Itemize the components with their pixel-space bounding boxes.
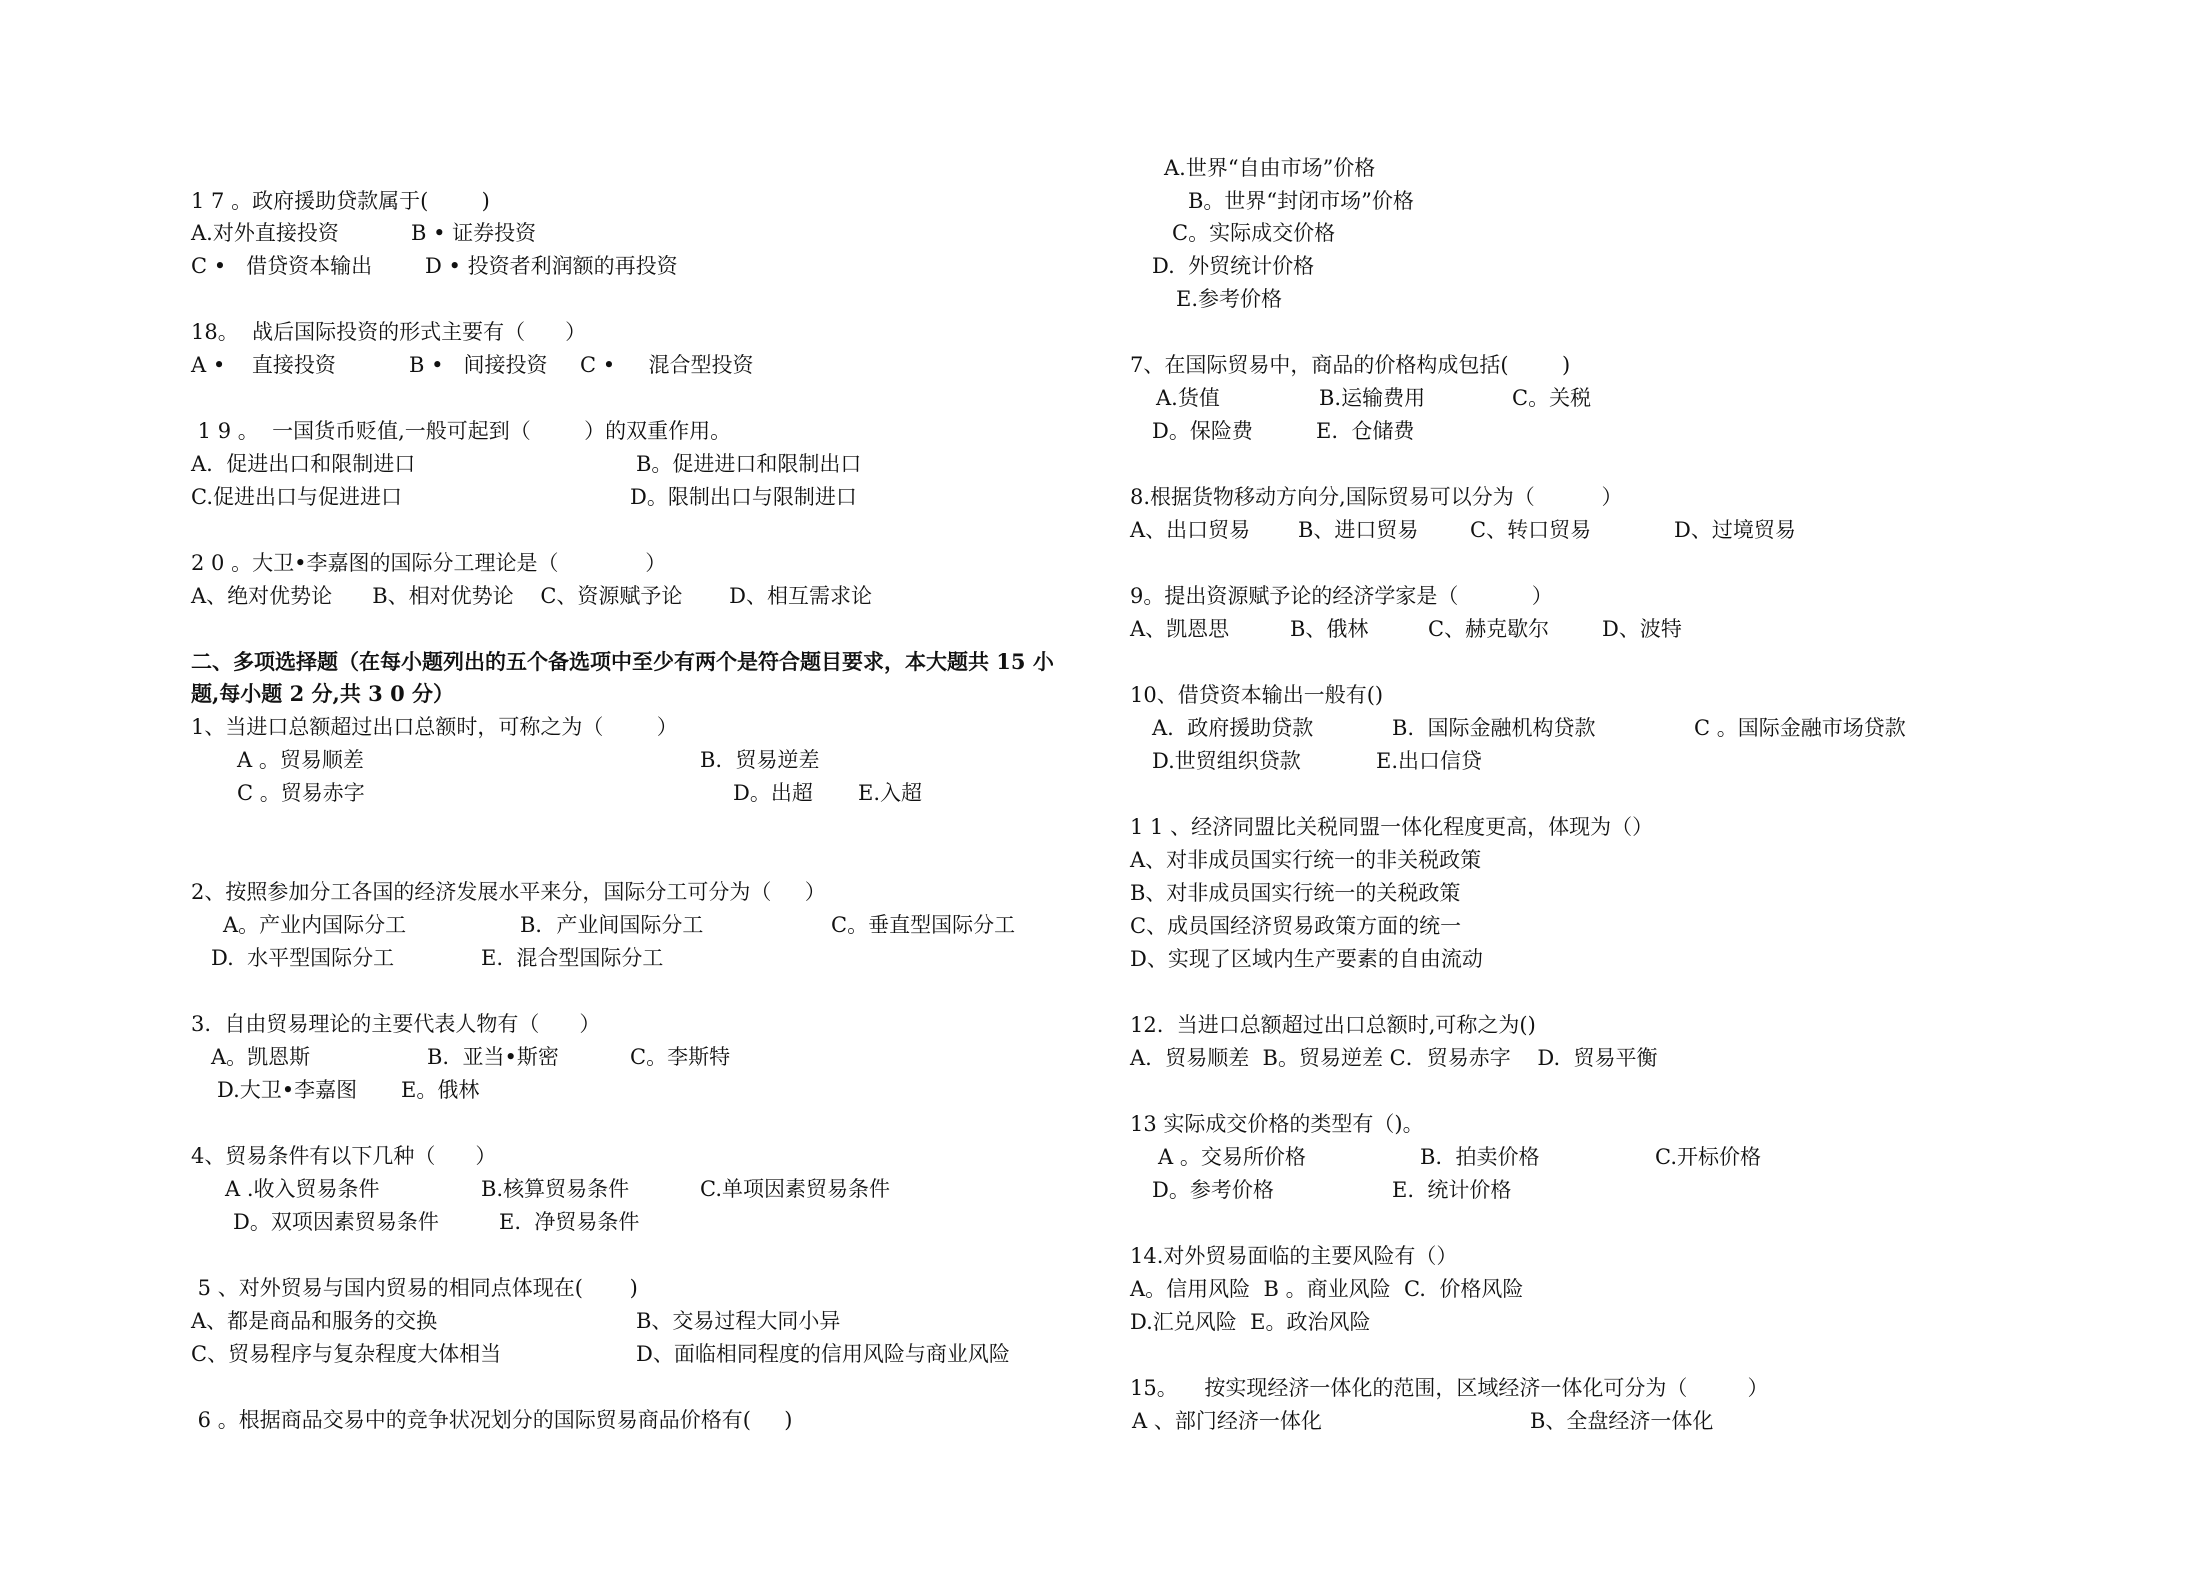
m5-option-d: D、面临相同程度的信用风险与商业风险 (636, 1342, 1010, 1366)
m6-option-a: A.世界“自由市场”价格 (1164, 156, 1376, 180)
section-2-heading-line-2: 题,每小题 2 分,共 3 0 分） (191, 681, 455, 706)
m6-option-b: B。世界“封闭市场”价格 (1188, 189, 1414, 213)
m3-option-d: D.大卫•李嘉图 (217, 1078, 358, 1102)
q19-option-d: D。限制出口与限制进口 (630, 485, 857, 509)
q17-option-d: D • 投资者利润额的再投资 (425, 254, 678, 278)
m7-option-a: A.货值 (1156, 386, 1220, 410)
m9-option-c: C、赫克歇尔 (1428, 617, 1550, 641)
m9-stem: 9。提出资源赋予论的经济学家是（ ） (1130, 584, 1553, 608)
q18-option-a: A • 直接投资 (191, 353, 336, 377)
m4-option-d: D。双项因素贸易条件 (233, 1210, 439, 1234)
q17-option-c: C • 借贷资本输出 (191, 254, 373, 278)
q19-option-c: C.促进出口与促进进口 (191, 485, 402, 509)
m7-option-c: C。关税 (1512, 386, 1592, 410)
m3-option-b: B. 亚当•斯密 (427, 1045, 559, 1069)
m9-option-b: B、俄林 (1290, 617, 1369, 641)
m1-stem: 1、当进口总额超过出口总额时，可称之为（ ） (191, 715, 678, 739)
m1-option-e: E.入超 (858, 781, 923, 805)
m5-option-b: B、交易过程大同小异 (636, 1309, 841, 1333)
m3-option-e: E。俄林 (401, 1078, 480, 1102)
m1-option-a: A 。贸易顺差 (237, 748, 364, 772)
m2-option-d: D. 水平型国际分工 (211, 946, 395, 970)
m11-option-a: A、对非成员国实行统一的非关税政策 (1130, 848, 1482, 872)
q17-option-b: B • 证券投资 (411, 221, 537, 245)
m10-option-c: C 。国际金融市场贷款 (1694, 716, 1906, 740)
m8-option-c: C、转口贸易 (1470, 518, 1592, 542)
m1-option-b: B. 贸易逆差 (700, 748, 820, 772)
m7-option-d: D。保险费 (1152, 419, 1253, 443)
m13-option-e: E. 统计价格 (1392, 1178, 1512, 1202)
section-2-heading-line-1: 二、多项选择题（在每小题列出的五个备选项中至少有两个是符合题目要求，本大题共 15 小 (191, 649, 1054, 674)
m12-stem: 12. 当进口总额超过出口总额时,可称之为() (1130, 1013, 1536, 1037)
m3-option-a: A。凯恩斯 (211, 1045, 311, 1069)
m15-option-b: B、全盘经济一体化 (1530, 1409, 1714, 1433)
m2-option-c: C。垂直型国际分工 (831, 913, 1016, 937)
m4-option-e: E. 净贸易条件 (499, 1210, 640, 1234)
m1-option-c: C 。贸易赤字 (237, 781, 365, 805)
m11-option-b: B、对非成员国实行统一的关税政策 (1130, 881, 1461, 905)
m3-stem: 3. 自由贸易理论的主要代表人物有（ ） (191, 1012, 601, 1036)
m2-option-e: E. 混合型国际分工 (481, 946, 664, 970)
m15-option-a: A 、部门经济一体化 (1132, 1409, 1322, 1433)
m4-option-b: B.核算贸易条件 (481, 1177, 630, 1201)
q18-option-c: C • 混合型投资 (580, 353, 754, 377)
m2-option-b: B．产业间国际分工 (520, 913, 704, 937)
q18-option-b: B • 间接投资 (409, 353, 548, 377)
q17-stem: 1 7 。政府援助贷款属于( ) (191, 189, 490, 213)
m10-option-b: B. 国际金融机构贷款 (1392, 716, 1596, 740)
q20-stem: 2 0 。大卫•李嘉图的国际分工理论是（ ） (191, 551, 667, 575)
m4-option-a: A .收入贸易条件 (225, 1177, 380, 1201)
m14-stem: 14.对外贸易面临的主要风险有（） (1130, 1244, 1458, 1268)
m11-option-d: D、实现了区域内生产要素的自由流动 (1130, 947, 1483, 971)
m5-option-a: A、都是商品和服务的交换 (191, 1309, 438, 1333)
q18-stem: 18。 战后国际投资的形式主要有（ ） (191, 320, 587, 344)
m2-option-a: A。产业内国际分工 (223, 913, 407, 937)
m9-option-d: D、波特 (1602, 617, 1682, 641)
m8-option-b: B、进口贸易 (1298, 518, 1419, 542)
m8-option-a: A、出口贸易 (1130, 518, 1251, 542)
q19-option-a: A. 促进出口和限制进口 (191, 452, 416, 476)
q19-option-b: B。促进进口和限制出口 (636, 452, 862, 476)
m1-option-d: D。出超 (733, 781, 813, 805)
right-column (1100, 0, 2160, 1595)
m4-option-c: C.单项因素贸易条件 (700, 1177, 890, 1201)
m13-option-d: D。参考价格 (1152, 1178, 1274, 1202)
m15-stem: 15。 按实现经济一体化的范围，区域经济一体化可分为（ ） (1130, 1376, 1769, 1400)
m10-option-d: D.世贸组织贷款 (1152, 749, 1301, 773)
m7-stem: 7、在国际贸易中，商品的价格构成包括( ) (1130, 353, 1571, 377)
m6-option-d: D. 外贸统计价格 (1152, 254, 1315, 278)
m5-stem: 5 、对外贸易与国内贸易的相同点体现在( ) (191, 1276, 638, 1300)
m8-option-d: D、过境贸易 (1674, 518, 1796, 542)
m3-option-c: C。李斯特 (630, 1045, 731, 1069)
m12-options: A. 贸易顺差 B。贸易逆差 C．贸易赤字 D. 贸易平衡 (1130, 1046, 1658, 1070)
m13-option-b: B. 拍卖价格 (1420, 1145, 1540, 1169)
m13-option-a: A 。交易所价格 (1158, 1145, 1306, 1169)
q19-stem: 1 9 。 一国货币贬值,一般可起到（ ）的双重作用。 (191, 419, 732, 443)
m14-options-line-2: D.汇兑风险 E。政治风险 (1130, 1310, 1371, 1334)
left-column (0, 0, 1054, 1595)
m10-option-a: A. 政府援助贷款 (1152, 716, 1314, 740)
m7-option-b: B.运输费用 (1319, 386, 1426, 410)
m8-stem: 8.根据货物移动方向分,国际贸易可以分为（ ） (1130, 485, 1623, 509)
m13-option-c: C.开标价格 (1655, 1145, 1761, 1169)
m11-stem: 1 1 、经济同盟比关税同盟一体化程度更高，体现为（） (1130, 815, 1654, 839)
q20-options: A、绝对优势论 B、相对优势论 C、资源赋予论 D、相互需求论 (191, 584, 872, 608)
m6-stem: 6 。根据商品交易中的竞争状况划分的国际贸易商品价格有( ) (191, 1408, 793, 1432)
m10-option-e: E.出口信贷 (1376, 749, 1483, 773)
m10-stem: 10、借贷资本输出一般有() (1130, 683, 1384, 707)
m5-option-c: C、贸易程序与复杂程度大体相当 (191, 1342, 502, 1366)
m9-option-a: A、凯恩思 (1130, 617, 1230, 641)
m7-option-e: E. 仓储费 (1316, 419, 1415, 443)
m4-stem: 4、贸易条件有以下几种（ ） (191, 1144, 497, 1168)
m11-option-c: C、成员国经济贸易政策方面的统一 (1130, 914, 1462, 938)
m14-options-line-1: A。信用风险 B 。商业风险 C. 价格风险 (1130, 1277, 1524, 1301)
m6-option-e: E.参考价格 (1176, 287, 1283, 311)
m13-stem: 13 实际成交价格的类型有（)。 (1130, 1112, 1424, 1136)
m6-option-c: C。实际成交价格 (1172, 221, 1336, 245)
m2-stem: 2、按照参加分工各国的经济发展水平来分，国际分工可分为（ ） (191, 880, 826, 904)
q17-option-a: A.对外直接投资 (191, 221, 339, 245)
